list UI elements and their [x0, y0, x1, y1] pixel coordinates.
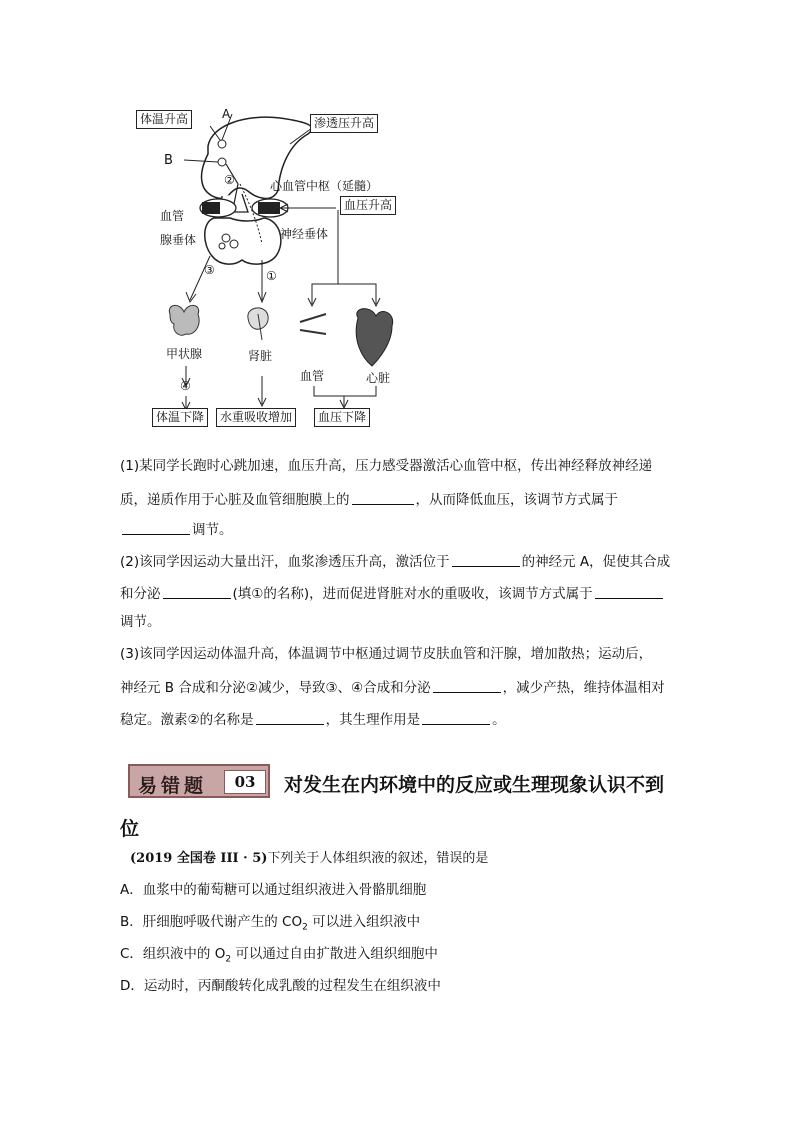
option-d[interactable]: D．运动时，丙酮酸转化成乳酸的过程发生在组织液中 — [120, 978, 441, 994]
label-adenohypophysis: 腺垂体 — [160, 233, 197, 247]
label-vessel-bottom: 血管 — [300, 369, 325, 383]
label-vessel-top: 血管 — [160, 209, 185, 223]
error-prone-tag — [128, 764, 270, 798]
problem-stem-text: 下列关于人体组织液的叙述，错误的是 — [267, 851, 489, 866]
problem-source: (2019 全国卷 III · 5) — [130, 851, 268, 866]
label-cv-center: 心血管中枢（延髓） — [270, 179, 379, 193]
q1-line3-text: 调节。 — [192, 522, 233, 538]
option-b[interactable] — [120, 916, 420, 933]
q3-line3-end: 。 — [492, 712, 506, 728]
option-b-sub: 2 — [302, 922, 308, 933]
label-kidney: 肾脏 — [248, 349, 273, 363]
q1-line2-post: ，从而降低血压，该调节方式属于 — [415, 492, 618, 508]
hormone-regulation-diagram — [130, 104, 400, 434]
q2-line2-pre: 和分泌 — [120, 586, 161, 602]
q1-line2 — [120, 492, 618, 508]
answer-blank-q2c[interactable] — [595, 586, 663, 599]
q3-line3-pre: 稳定。激素②的名称是 — [120, 712, 254, 728]
q3-line2-pre: 神经元 B 合成和分泌②减少，导致③、④合成和分泌 — [120, 680, 431, 696]
q3-line1: (3)该同学因运动体温升高，体温调节中枢通过调节皮肤血管和汗腺，增加散热；运动后， — [120, 646, 653, 662]
label-osmotic-up: 渗透压升高 — [310, 114, 378, 133]
label-body-temp-up: 体温升高 — [136, 110, 192, 129]
label-heart: 心脏 — [366, 371, 391, 385]
answer-blank-q2b[interactable] — [163, 586, 231, 599]
option-b-post: 可以进入组织液中 — [307, 914, 421, 930]
option-c[interactable] — [120, 948, 438, 965]
answer-blank-q1b[interactable] — [122, 522, 190, 535]
label-a: A — [222, 107, 231, 121]
label-num3: ③ — [204, 263, 215, 277]
q2-line1-post: 的神经元 A，促使其合成 — [521, 554, 671, 570]
option-c-pre: C．组织液中的 O — [120, 946, 226, 962]
option-a[interactable]: A．血浆中的葡萄糖可以通过组织液进入骨骼肌细胞 — [120, 882, 427, 898]
label-body-temp-down: 体温下降 — [152, 408, 208, 427]
answer-blank-q3b[interactable] — [256, 712, 324, 725]
q2-line2 — [120, 586, 665, 602]
problem-stem — [130, 852, 488, 865]
section-title-line2: 位 — [120, 818, 140, 840]
q2-line2-post: (填①的名称)，进而促进肾脏对水的重吸收，该调节方式属于 — [232, 586, 593, 602]
label-bp-down: 血压下降 — [314, 408, 370, 427]
section-title-line1: 对发生在内环境中的反应或生理现象认识不到 — [284, 774, 665, 796]
answer-blank-q3a[interactable] — [433, 680, 501, 693]
tag-label: 易错题 — [138, 775, 208, 797]
answer-blank-q2a[interactable] — [452, 554, 520, 567]
label-num4: ④ — [180, 379, 191, 393]
q3-line2 — [120, 680, 665, 696]
label-water-reabsorb: 水重吸收增加 — [216, 408, 296, 427]
q1-line1: (1)某同学长跑时心跳加速，血压升高，压力感受器激活心血管中枢，传出神经释放神经递 — [120, 458, 653, 474]
q3-line3 — [120, 712, 506, 728]
q2-line1-pre: (2)该同学因运动大量出汗，血浆渗透压升高，激活位于 — [120, 554, 450, 570]
label-thyroid: 甲状腺 — [166, 347, 203, 361]
q2-line1 — [120, 554, 670, 570]
q3-line2-post: ，减少产热，维持体温相对 — [502, 680, 665, 696]
label-num1: ① — [266, 269, 277, 283]
label-neurohypophysis: 神经垂体 — [280, 227, 329, 241]
answer-blank-q1a[interactable] — [352, 492, 414, 505]
option-b-pre: B．肝细胞呼吸代谢产生的 CO — [120, 914, 303, 930]
q3-line3-mid: ，其生理作用是 — [325, 712, 421, 728]
answer-blank-q3c[interactable] — [422, 712, 490, 725]
label-num2: ② — [224, 173, 235, 187]
label-bp-up: 血压升高 — [340, 196, 396, 215]
q1-line3 — [120, 522, 233, 538]
q2-line3: 调节。 — [120, 614, 161, 630]
option-c-post: 可以通过自由扩散进入组织细胞中 — [231, 946, 438, 962]
label-b: B — [164, 153, 173, 168]
option-c-sub: 2 — [225, 954, 232, 965]
tag-number: 03 — [224, 770, 266, 794]
q1-line2-pre: 质，递质作用于心脏及血管细胞膜上的 — [120, 492, 350, 508]
